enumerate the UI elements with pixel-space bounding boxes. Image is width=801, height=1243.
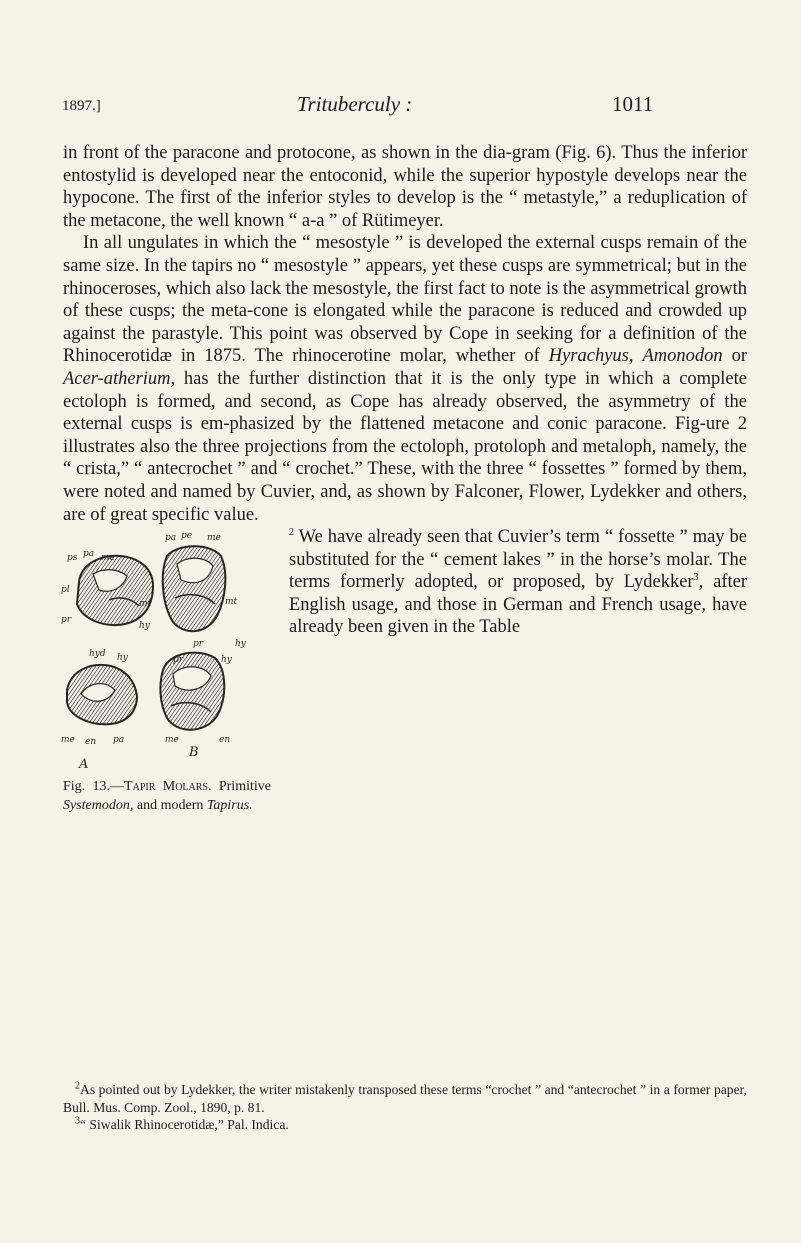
paragraph-2-part-3: We have already seen that Cuvier’s term “ fossette ” may be substituted for the “ cement lakes ” in the horse’s molar. The terms formerly adopted, or proposed, by Lydekker: [289, 527, 747, 593]
fig-label: mt: [225, 597, 238, 608]
body-text: [63, 142, 747, 815]
fig-label: en: [85, 737, 97, 748]
fig-label: mt: [139, 599, 152, 610]
fig-label: pa: [113, 735, 125, 746]
fig-label: pe: [181, 531, 193, 542]
caption-genus-2: Tapirus.: [206, 797, 253, 813]
fig-label: me: [207, 533, 221, 544]
caption-title: Tapir Molars.: [124, 779, 212, 795]
figure-13: [59, 530, 277, 815]
molar-a-upper: [77, 556, 153, 625]
paragraph-1: in front of the paracone and protocone, as shown in the dia-gram (Fig. 6). Thus the inferior entostylid is developed near the entoconid, while the superior hypostyle develops near the hypocone. The first of the inferior styles to develop is the “ metastyle,” a reduplication of the metacone, the well known “ a-a ” of Rütimeyer.: [63, 143, 747, 231]
fig-label: en: [219, 735, 231, 746]
molar-b-upper: [163, 546, 226, 631]
page-number: 1011: [612, 92, 654, 116]
header-year: 1897.]: [62, 98, 101, 114]
genus-aceratherium: Acer-atherium,: [63, 368, 176, 389]
fig-label: me: [165, 735, 179, 746]
fig-label: hyd: [89, 649, 106, 660]
molar-a-lower: [67, 665, 137, 724]
footnotes: [63, 1081, 747, 1134]
header-title: Trituberculy :: [297, 92, 413, 116]
molar-b-lower: [160, 653, 224, 730]
footnote-text: “ Siwalik Rhinocerotidæ,” Pal. Indica.: [80, 1117, 289, 1132]
footnote-marker: 2: [75, 1080, 80, 1092]
paragraph-2-part-1: In all ungulates in which the “ mesostyle ” is developed the external cusps remain of the same size. In the tapirs no “ mesostyle ” appears, yet these cusps are symmetrical; but in the rhinoceroses, which also lack the mesostyle, the first fact to note is the asymmetrical growth of these cusps; the meta-cone is elongated while the paracone is reduced and crowded up against the parastyle. This point was observed by Cope in seeking for a definition of the Rhinocerotidæ in 1875. The rhinocerotine molar, whether of: [63, 233, 747, 367]
footnote-ref-3[interactable]: 3: [693, 572, 699, 584]
fig-label: pr: [193, 639, 204, 650]
genus-amonodon: Amonodon: [642, 346, 723, 367]
fig-label: hy: [117, 653, 128, 664]
footnote-3: [63, 1116, 747, 1134]
caption-genus-1: Systemodon,: [63, 797, 134, 813]
fig-label: ps: [67, 553, 78, 564]
panel-label-b: B: [189, 745, 199, 761]
caption-label: Fig. 13.—: [63, 779, 125, 795]
footnote-marker: 3: [75, 1115, 80, 1127]
fig-label: hy: [221, 655, 232, 666]
figure-caption: [63, 778, 271, 815]
caption-desc-1: Primitive: [218, 779, 271, 795]
footnote-ref-2[interactable]: 2: [289, 526, 294, 538]
paragraph-2-part-4: , after English usage, and those in German and French usage, have already been given in the Table: [289, 572, 747, 638]
fig-label: pr: [173, 655, 184, 666]
fig-label: pa: [83, 549, 95, 560]
fig-label: pa: [165, 533, 177, 544]
fig-label: hy: [235, 639, 246, 650]
running-head: [62, 92, 801, 128]
tapir-molars-illustration: [59, 530, 273, 776]
panel-label-a: A: [79, 757, 89, 773]
footnote-text: As pointed out by Lydekker, the writer mistakenly transposed these terms “crochet ” and “antecrochet ” in a former paper, Bull. Mus. Comp. Zool., 1890, p. 81.: [63, 1082, 747, 1115]
fig-label: me: [101, 553, 115, 564]
fig-label: me: [61, 735, 75, 746]
fig-label: pr: [61, 615, 72, 626]
fig-label: pl: [61, 585, 70, 596]
genus-hyrachyus: Hyrachyus,: [548, 346, 634, 367]
word-or: or: [731, 346, 748, 367]
caption-desc-2: and modern: [136, 797, 204, 813]
fig-label: hy: [139, 621, 150, 632]
footnote-2: [63, 1081, 747, 1116]
paragraph-2-part-2: has the further distinction that it is the only type in which a complete ectoloph is formed, and second, as Cope has already observed, the asymmetry of the external cusps is em-phasized by the flattened metacone and conic paracone. Fig-ure 2 illustrates also the three projections from the ectoloph, protoloph and metaloph, namely, the “ crista,” “ antecrochet ” and “ crochet.” These, with the three “ fossettes ” formed by them, were noted and named by Cuvier, and, as shown by Falconer, Flower, Lydekker and others, are of great specific value.: [63, 368, 747, 525]
paragraph-2: [63, 232, 747, 526]
